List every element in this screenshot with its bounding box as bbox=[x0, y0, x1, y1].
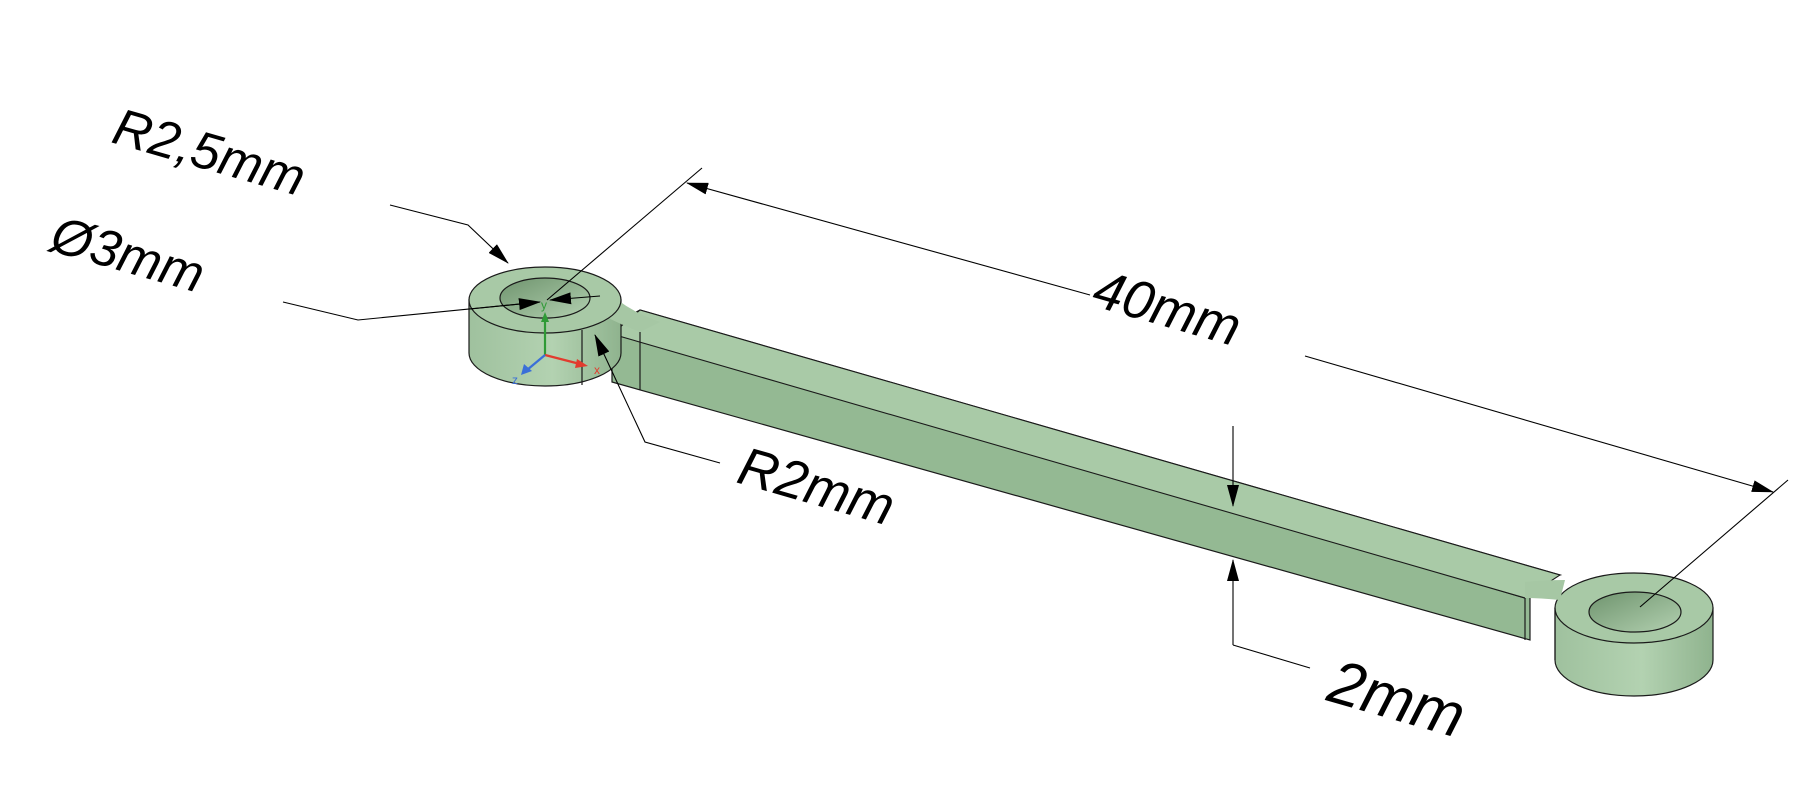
length-dim-line-right bbox=[1305, 356, 1773, 492]
width-label: 2mm bbox=[1321, 647, 1473, 752]
length-label: 40mm bbox=[1086, 258, 1248, 358]
hole-diameter-label: Ø3mm bbox=[44, 205, 211, 305]
outer-radius-leader bbox=[390, 205, 508, 263]
width-leader bbox=[1233, 645, 1310, 668]
axis-x-label: x bbox=[594, 363, 600, 377]
right-fillet bbox=[1525, 580, 1565, 600]
length-extension-right bbox=[1640, 480, 1788, 607]
axis-z-label: z bbox=[512, 373, 518, 387]
length-dim-line-left bbox=[687, 183, 1090, 295]
fillet-radius-label: R2mm bbox=[731, 435, 902, 538]
axis-y-label: y bbox=[541, 298, 547, 312]
length-extension-left bbox=[547, 168, 702, 300]
link-arm-part bbox=[469, 267, 1713, 696]
outer-radius-label: R2,5mm bbox=[106, 97, 312, 208]
right-hole bbox=[1589, 592, 1681, 632]
